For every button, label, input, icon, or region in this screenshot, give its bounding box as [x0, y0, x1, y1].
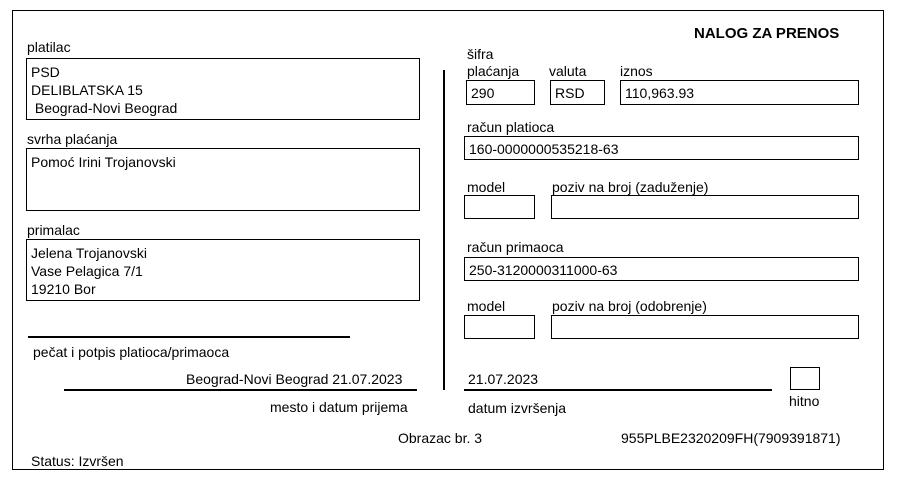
status-text: Status: Izvršen	[31, 453, 124, 469]
column-divider	[443, 70, 445, 390]
amount-field[interactable]	[620, 80, 859, 105]
execution-date-value: 21.07.2023	[468, 371, 539, 387]
payer-label: platilac	[27, 39, 71, 55]
currency-field[interactable]	[550, 80, 605, 105]
payer-line: PSD	[31, 64, 60, 80]
reference-code: 955PLBE2320209FH(7909391871)	[621, 430, 841, 446]
place-date-line	[64, 389, 417, 391]
credit-reference-field[interactable]	[551, 315, 859, 339]
recipient-box	[26, 239, 420, 301]
credit-model-field[interactable]	[464, 315, 535, 339]
payment-code-value: 290	[471, 85, 495, 101]
urgent-label: hitno	[789, 393, 820, 409]
signature-label: pečat i potpis platioca/primaoca	[33, 344, 230, 360]
payment-code-label-1: šifra	[467, 46, 494, 62]
purpose-label: svrha plaćanja	[27, 131, 118, 147]
payment-code-field[interactable]	[466, 80, 535, 105]
currency-value: RSD	[555, 85, 585, 101]
recipient-line: Vase Pelagica 7/1	[31, 263, 143, 279]
debit-reference-field[interactable]	[551, 195, 859, 219]
form-number: Obrazac br. 3	[398, 430, 483, 446]
recipient-account-label: račun primaoca	[467, 239, 564, 255]
signature-line	[28, 336, 350, 338]
payer-account-label: račun platioca	[467, 119, 555, 135]
execution-date-label: datum izvršenja	[468, 400, 567, 416]
form-title: NALOG ZA PRENOS	[694, 25, 840, 42]
recipient-label: primalac	[27, 222, 80, 238]
debit-reference-label: poziv na broj (zaduženje)	[552, 179, 709, 195]
urgent-checkbox[interactable]	[790, 367, 820, 390]
payer-line: Beograd-Novi Beograd	[31, 100, 178, 116]
payer-account-value: 160-0000000535218-63	[469, 141, 619, 157]
credit-model-label: model	[467, 298, 506, 314]
recipient-line: Jelena Trojanovski	[31, 245, 147, 261]
amount-label: iznos	[620, 63, 653, 79]
payment-code-label-2: plaćanja	[467, 63, 520, 79]
place-date-value: Beograd-Novi Beograd 21.07.2023	[186, 371, 403, 387]
execution-date-line	[464, 389, 772, 391]
purpose-line: Pomoć Irini Trojanovski	[31, 154, 176, 170]
place-date-label: mesto i datum prijema	[270, 399, 408, 415]
payer-line: DELIBLATSKA 15	[31, 82, 143, 98]
debit-model-field[interactable]	[464, 195, 535, 219]
recipient-account-value: 250-3120000311000-63	[469, 262, 618, 278]
recipient-account-field[interactable]	[464, 257, 859, 281]
recipient-line: 19210 Bor	[31, 281, 96, 297]
credit-reference-label: poziv na broj (odobrenje)	[552, 298, 707, 314]
purpose-box	[26, 148, 420, 211]
currency-label: valuta	[549, 63, 587, 79]
amount-value: 110,963.93	[625, 85, 695, 101]
payer-box	[26, 58, 420, 120]
payer-account-field[interactable]	[464, 136, 859, 160]
debit-model-label: model	[467, 179, 506, 195]
payer-lines	[31, 63, 177, 117]
